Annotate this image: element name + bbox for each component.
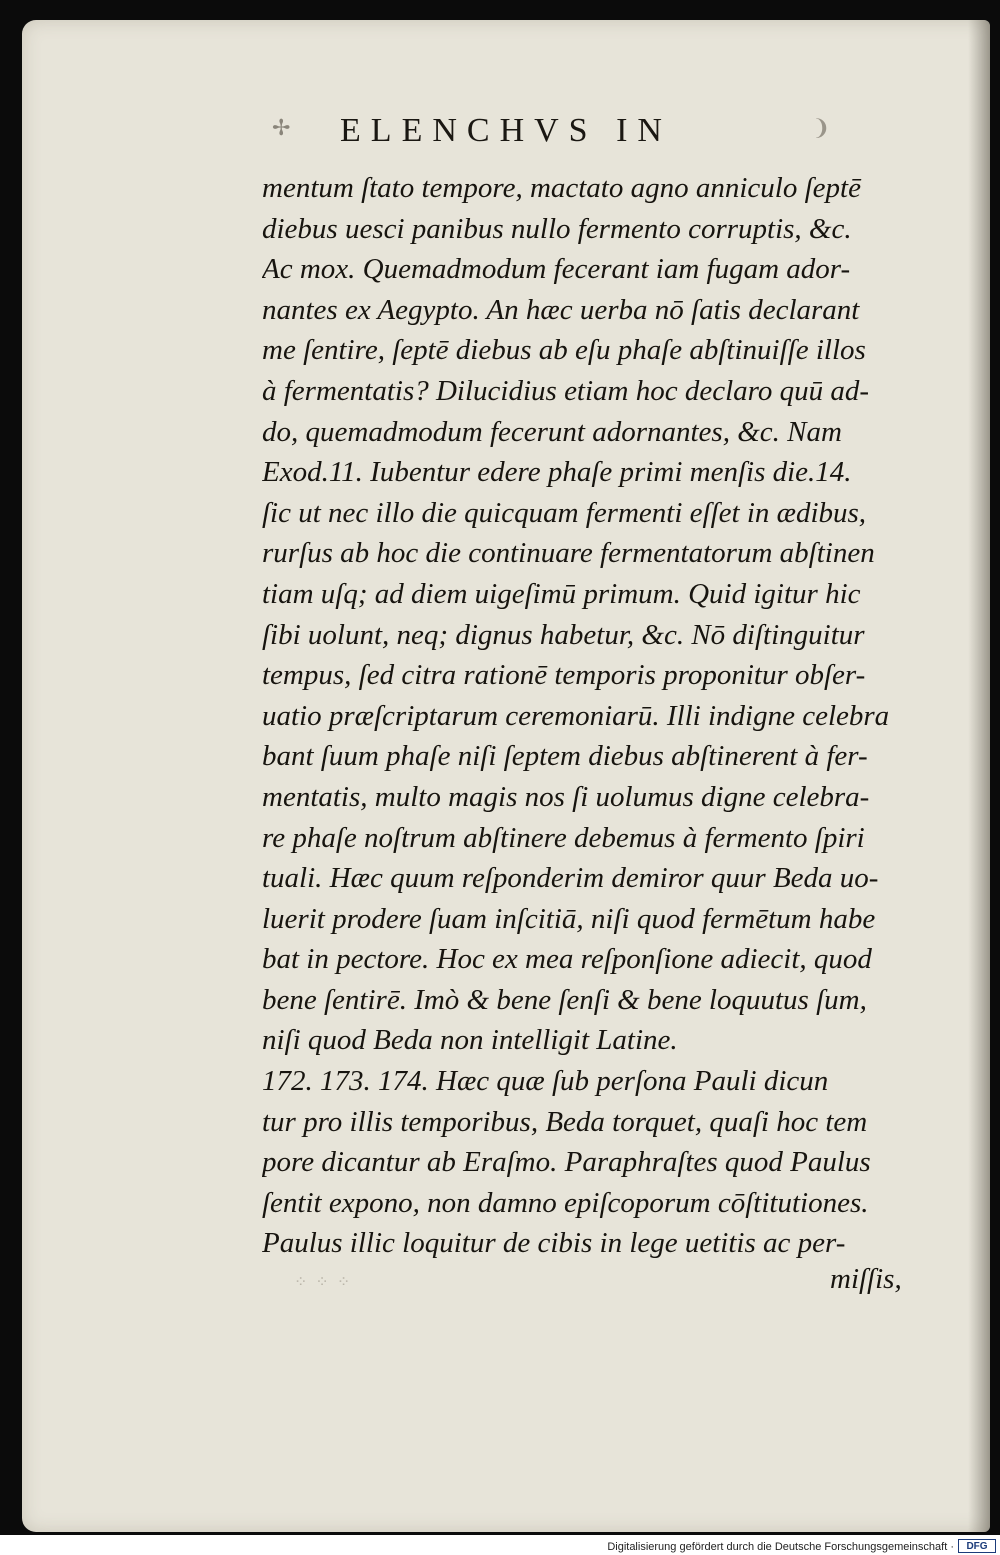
text-line: tuali. Hæc quum reſponderim demiror quur Beda uo- — [262, 862, 879, 895]
text-line: uatio præſcriptarum ceremoniarū. Illi indigne celebra — [262, 699, 890, 732]
text-line: mentatis, multo magis nos ſi uolumus digne celebra- — [262, 780, 870, 813]
footer-credit: Digitalisierung gefördert durch die Deutsche Forschungsgemeinschaft · — [607, 1541, 954, 1553]
body-text — [262, 168, 948, 1264]
running-head: ELENCHVS IN — [340, 112, 672, 149]
text-line: tiam uſq; ad diem uigeſimū primum. Quid igitur hic — [262, 577, 861, 610]
text-line: Ac mox. Quemadmodum fecerant iam fugam ador- — [262, 253, 851, 286]
text-line: Exod.11. Iubentur edere phaſe primi menſis die.14. — [262, 456, 852, 489]
text-line: do, quemadmodum fecerunt adornantes, &c. Nam — [262, 415, 842, 448]
book-page — [22, 20, 990, 1532]
text-line: tur pro illis temporibus, Beda torquet, quaſi hoc tem — [262, 1105, 868, 1138]
catchword: miſſis, — [830, 1263, 902, 1295]
text-line: nantes ex Aegypto. An hæc uerba nō ſatis declarant — [262, 293, 860, 326]
text-line: Paulus illic loquitur de cibis in lege uetitis ac per- — [262, 1227, 846, 1260]
text-line: me ſentire, ſeptē diebus ab eſu phaſe abſtinuiſſe illos — [262, 334, 866, 367]
text-line: luerit prodere ſuam inſcitiā, niſi quod fermētum habe — [262, 902, 876, 935]
text-line: bat in pectore. Hoc ex mea reſponſione adiecit, quod — [262, 943, 872, 976]
text-line: 172. 173. 174. Hæc quæ ſub perſona Pauli dicun — [262, 1065, 829, 1098]
text-line: diebus uesci panibus nullo fermento corruptis, &c. — [262, 212, 852, 245]
text-line: ſentit expono, non damno epiſcoporum cōſtitutiones. — [262, 1186, 869, 1219]
head-ornament-left: ✢ — [272, 116, 291, 141]
text-line: bene ſentirē. Imò & bene ſenſi & bene loquutus ſum, — [262, 983, 867, 1016]
text-line: ſibi uolunt, neq; dignus habetur, &c. Nō diſtinguitur — [262, 618, 865, 651]
text-line: à fermentatis? Dilucidius etiam hoc declaro quū ad- — [262, 374, 870, 407]
text-line: niſi quod Beda non intelligit Latine. — [262, 1024, 678, 1057]
text-line: ſic ut nec illo die quicquam fermenti eſſet in ædibus, — [262, 496, 867, 529]
text-line: tempus, ſed citra rationē temporis proponitur obſer- — [262, 659, 866, 692]
text-line: mentum ſtato tempore, mactato agno anniculo ſeptē — [262, 172, 861, 204]
text-line: rurſus ab hoc die continuare fermentatorum abſtinen — [262, 537, 875, 570]
dfg-logo: DFG — [958, 1539, 996, 1553]
head-ornament-right: ❩ — [812, 116, 831, 141]
spine-shadow — [968, 20, 990, 1532]
text-line: pore dicantur ab Eraſmo. Paraphraſtes quod Paulus — [262, 1146, 871, 1179]
text-line: bant ſuum phaſe niſi ſeptem diebus abſtinerent à fer- — [262, 740, 868, 773]
text-line: re phaſe noſtrum abſtinere debemus à fermento ſpiri — [262, 821, 865, 854]
faded-signature-mark: ⁘ ⁘ ⁘ — [294, 1274, 353, 1291]
